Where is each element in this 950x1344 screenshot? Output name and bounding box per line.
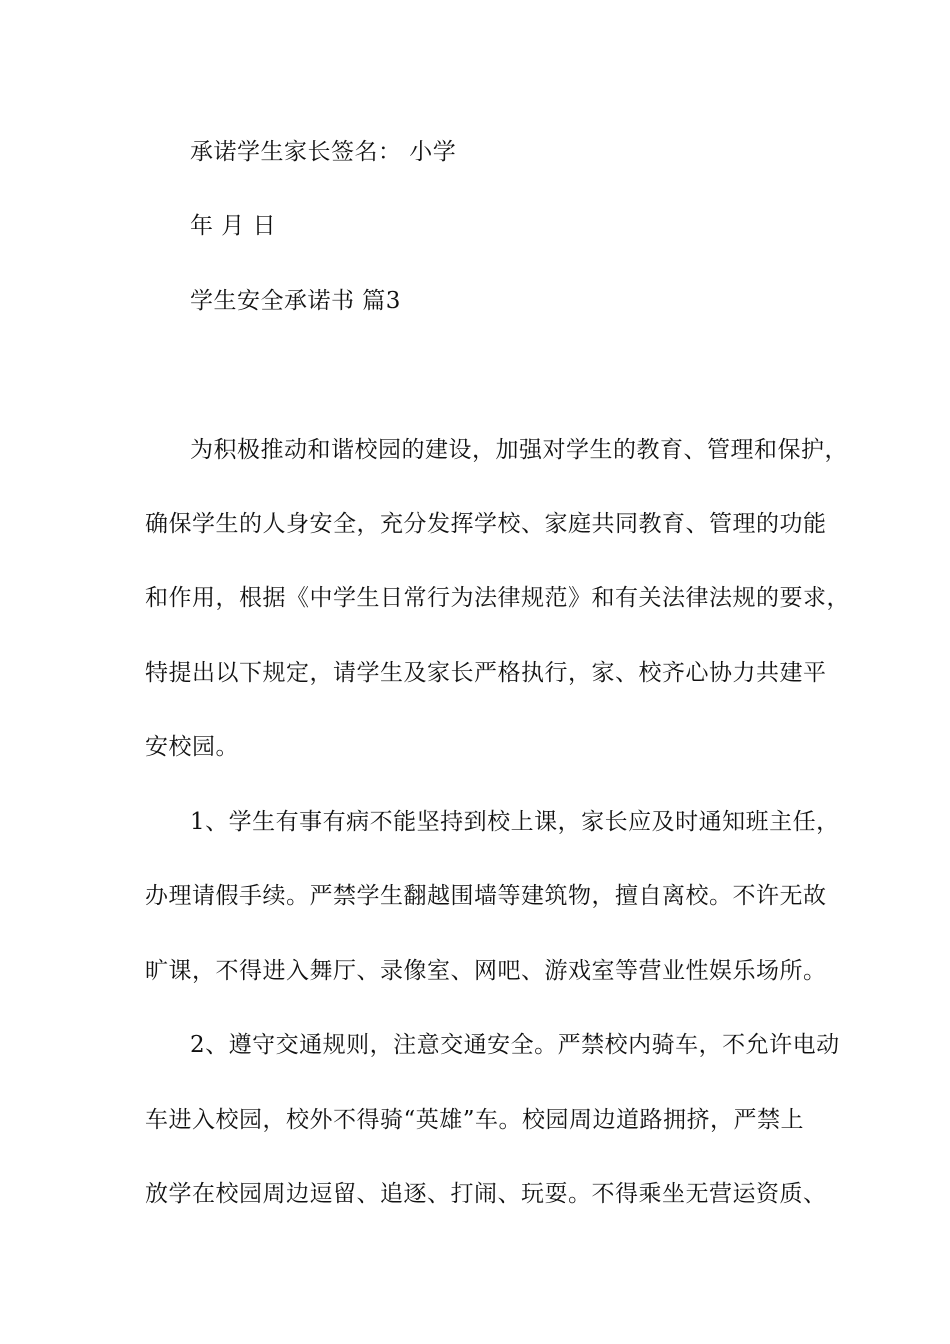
paragraph-line: 安校园。 — [145, 734, 239, 760]
paragraph-line: 为积极推动和谐校园的建设，加强对学生的教育、管理和保护， — [190, 437, 848, 463]
paragraph-line: 放学在校园周边逗留、追逐、打闹、玩耍。不得乘坐无营运资质、 — [145, 1181, 827, 1207]
signature-line: 承诺学生家长签名： 小学 — [190, 139, 457, 165]
paragraph-line: 车进入校园，校外不得骑“英雄”车。校园周边道路拥挤，严禁上 — [145, 1107, 805, 1133]
paragraph-line: 特提出以下规定，请学生及家长严格执行，家、校齐心协力共建平 — [145, 660, 827, 686]
paragraph-line: 和作用，根据《中学生日常行为法律规范》和有关法律法规的要求， — [145, 585, 850, 611]
paragraph-line: 办理请假手续。严禁学生翻越围墙等建筑物，擅自离校。不许无故 — [145, 883, 827, 909]
paragraph-line: 1、学生有事有病不能坚持到校上课，家长应及时通知班主任， — [190, 809, 840, 835]
paragraph-line: 2、遵守交通规则，注意交通安全。严禁校内骑车，不允许电动 — [190, 1032, 840, 1058]
paragraph-line: 旷课，不得进入舞厅、录像室、网吧、游戏室等营业性娱乐场所。 — [145, 958, 827, 984]
section-heading: 学生安全承诺书 篇3 — [190, 288, 401, 314]
paragraph-line: 确保学生的人身安全，充分发挥学校、家庭共同教育、管理的功能 — [145, 511, 827, 537]
date-line: 年 月 日 — [190, 213, 277, 239]
